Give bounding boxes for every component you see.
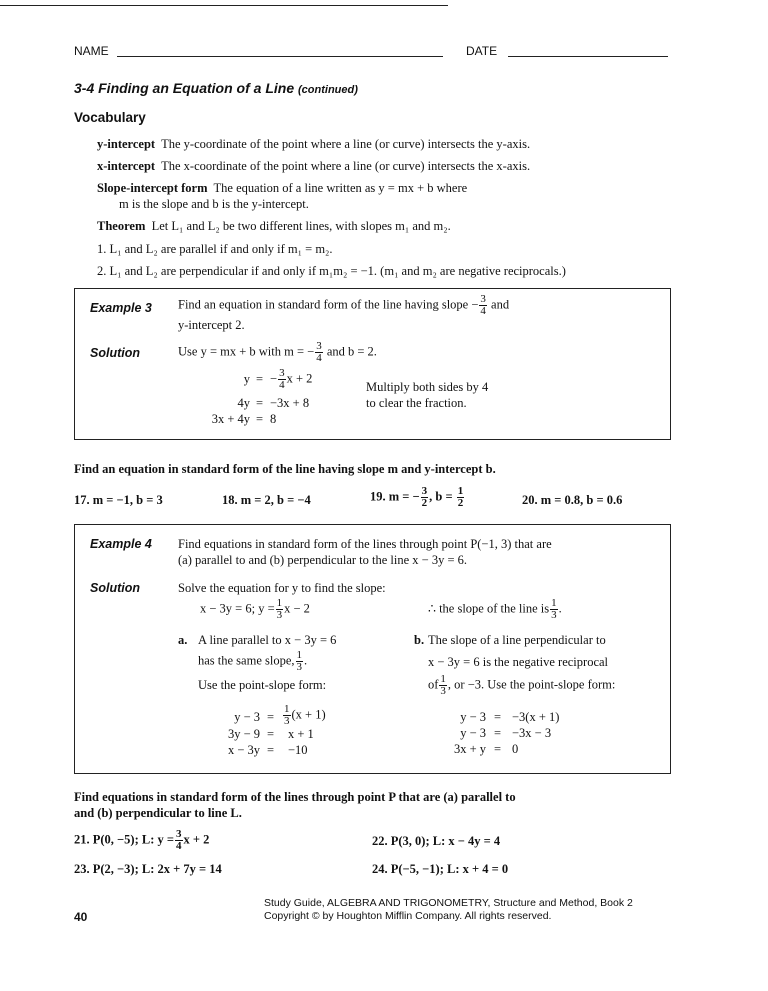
part-a-eq3-left: x − 3y (227, 743, 260, 757)
example-4-solution-intro: Solve the equation for y to find the slope: (178, 581, 386, 595)
part-b-eq3-right: 0 (512, 742, 519, 756)
vocab-slope-intercept: Slope-intercept form The equation of a line written as y = mx + b where (97, 181, 468, 195)
name-line[interactable] (117, 56, 443, 57)
example-4-therefore: ∴ the slope of the line is $\frac{1}{3}$ . (428, 597, 562, 621)
footer-line-2: Copyright © by Houghton Mifflin Company. All rights reserved. (264, 910, 552, 922)
exercise-set-1-instruction: Find an equation in standard form of the line having slope m and y-intercept b. (74, 462, 496, 476)
example-3-solution-line: Use y = mx + b with m = − $\frac{3}{4}$ and b = 2. (178, 340, 377, 364)
theorem-statement: Theorem Let L₁ and L₂ be two different lines, with slopes m₁ and m₂. (97, 219, 451, 233)
part-b-eq1-eq: = (494, 710, 502, 724)
part-a-line-2: has the same slope, $\frac{1}{3}$ . (198, 649, 308, 673)
part-b-eq2-left: y − 3 (460, 726, 486, 740)
name-label: NAME (74, 44, 109, 58)
theorem-item-2: 2. L₁ and L₂ are perpendicular if and only if m₁m₂ = −1. (m₁ and m₂ are negative reciprocals.) (97, 264, 566, 278)
exercise-24: 24. P(−5, −1); L: x + 4 = 0 (372, 862, 509, 876)
part-b-label: b. (414, 633, 425, 647)
top-edge-line (0, 5, 448, 6)
part-a-label: a. (178, 633, 188, 647)
part-a-eq3-right: −10 (288, 743, 308, 757)
ex3-eq3-eq: = (256, 412, 264, 426)
part-a-line-3: Use the point-slope form: (198, 678, 327, 692)
ex3-note-1: Multiply both sides by 4 (366, 380, 489, 394)
vocab-x-intercept: x-intercept The x-coordinate of the point where a line (or curve) intersects the x-axis. (97, 159, 531, 173)
ex3-eq3-left: 3x + 4y (211, 412, 250, 426)
part-b-eq1-right: −3(x + 1) (512, 710, 560, 724)
exercise-17: 17. m = −1, b = 3 (74, 493, 163, 507)
part-b-eq1-left: y − 3 (460, 710, 486, 724)
part-a-eq2-eq: = (267, 727, 275, 741)
part-a-eq1-eq: = (267, 710, 275, 724)
exercise-20: 20. m = 0.8, b = 0.6 (522, 493, 623, 507)
ex3-eq1-eq: = (256, 372, 264, 386)
part-b-eq2-right: −3x − 3 (512, 726, 552, 740)
example-4-problem: Find equations in standard form of the lines through point P(−1, 3) that are (178, 537, 552, 551)
example-3-solution-label: Solution (90, 346, 140, 360)
part-a-eq1-right: $\frac{1}{3}$ (x + 1) (284, 703, 326, 727)
section-title: 3-4 Finding an Equation of a Line (continued) (74, 80, 358, 96)
ex3-note-2: to clear the fraction. (366, 396, 467, 410)
exercise-23: 23. P(2, −3); L: 2x + 7y = 14 (74, 862, 222, 876)
example-3-label: Example 3 (90, 301, 152, 315)
part-b-eq3-eq: = (494, 742, 502, 756)
exercise-21: 21. P(0, −5); L: y = $\frac{3}{4}$ x + 2 (74, 828, 210, 852)
part-a-eq2-left: 3y − 9 (227, 727, 260, 741)
exercise-22: 22. P(3, 0); L: x − 4y = 4 (372, 834, 501, 848)
ex3-eq3-right: 8 (270, 412, 277, 426)
part-b-line-1: The slope of a line perpendicular to (428, 633, 606, 647)
ex3-eq1-right: − $\frac{3}{4}$ x + 2 (270, 367, 313, 391)
part-b-line-3: of $\frac{1}{3}$ , or −3. Use the point-slope form: (428, 673, 616, 697)
date-line[interactable] (508, 56, 668, 57)
example-4-problem-cont: (a) parallel to and (b) perpendicular to the line x − 3y = 6. (178, 553, 467, 567)
theorem-item-1: 1. L₁ and L₂ are parallel if and only if m₁ = m₂. (97, 242, 333, 256)
ex3-eq1-left: y (243, 372, 250, 386)
exercise-set-2-instruction: Find equations in standard form of the lines through point P that are (a) parallel to (74, 790, 516, 804)
exercise-19: 19. m = − $\frac{3}{2}$ , b = $\frac{1}{2}$ (370, 485, 464, 509)
ex3-eq2-right: −3x + 8 (270, 396, 310, 410)
example-4-solution-label: Solution (90, 581, 140, 595)
example-3-problem-cont: y-intercept 2. (178, 318, 245, 332)
part-a-eq1-left: y − 3 (234, 710, 260, 724)
date-label: DATE (466, 44, 498, 58)
part-b-eq3-left: 3x + y (453, 742, 486, 756)
example-4-label: Example 4 (90, 537, 152, 551)
vocab-y-intercept: y-intercept The y-coordinate of the point where a line (or curve) intersects the y-axis. (97, 137, 531, 151)
example-4-slope-eq: x − 3y = 6; y = $\frac{1}{3}$ x − 2 (200, 597, 310, 621)
ex3-eq2-left: 4y (237, 396, 250, 410)
page-number: 40 (74, 910, 88, 924)
vocabulary-heading: Vocabulary (74, 110, 146, 125)
footer-line-1: Study Guide, ALGEBRA AND TRIGONOMETRY, Structure and Method, Book 2 (264, 897, 633, 909)
part-a-line-1: A line parallel to x − 3y = 6 (198, 633, 337, 647)
exercise-18: 18. m = 2, b = −4 (222, 493, 311, 507)
part-b-line-2: x − 3y = 6 is the negative reciprocal (428, 655, 609, 669)
part-b-eq2-eq: = (494, 726, 502, 740)
ex3-eq2-eq: = (256, 396, 264, 410)
vocab-slope-intercept-cont: m is the slope and b is the y-intercept. (119, 197, 309, 211)
example-3-problem: Find an equation in standard form of the line having slope − $\frac{3}{4}$ and (178, 293, 510, 317)
exercise-set-2-instruction-cont: and (b) perpendicular to line L. (74, 806, 242, 820)
part-a-eq2-right: x + 1 (288, 727, 314, 741)
part-a-eq3-eq: = (267, 743, 275, 757)
